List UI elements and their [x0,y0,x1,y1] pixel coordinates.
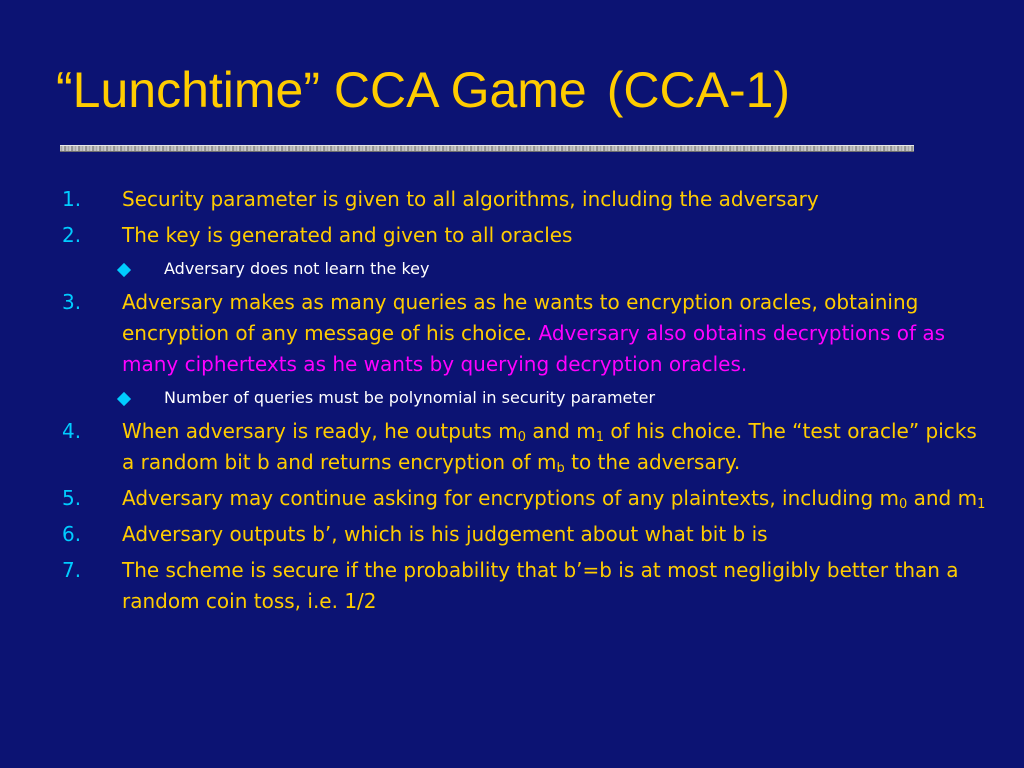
subscript: 1 [595,430,605,445]
subscript: 0 [517,430,526,445]
subscript: b [556,461,565,476]
item-text: Adversary outputs b’, which is his judgement about what bit b is [122,522,768,546]
title-divider [60,145,914,152]
sub-bullet-text: Number of queries must be polynomial in security parameter [164,388,656,407]
item-number: 6. [62,522,82,546]
item-text: The key is generated and given to all oracles [122,223,573,247]
sub-bullet-text: Adversary does not learn the key [164,259,430,278]
item-number: 3. [62,290,82,314]
item-text: Adversary makes as many queries as he wants to encryption oracles, obtaining encryption of any message of his choice. [122,290,919,345]
subscript: 0 [898,497,908,512]
diamond-bullet-icon [117,392,131,406]
title-main: “Lunchtime” CCA Game [56,62,587,118]
list-item-7 [0,555,1024,617]
item-text: The scheme is secure if the probability that b’=b is at most negligibly better than a random coin toss, i.e. 1/2 [122,558,959,613]
item-text-part: and m [907,486,978,510]
list-item-6 [0,519,1024,550]
list-item-5 [0,483,1024,514]
subscript: 1 [977,497,986,512]
item-text-part: and m [525,419,596,443]
item-text: Security parameter is given to all algorithms, including the adversary [122,187,819,211]
item-number: 5. [62,486,82,510]
item-text-part: When adversary is ready, he outputs m [122,419,518,443]
item-text-part: of his choice. The “test oracle” picks a random bit b and returns encryption of m [122,419,977,474]
item-highlight-text: Adversary also obtains decryptions of as many ciphertexts as he wants by querying decryption oracles. [122,321,946,376]
list-item-2 [0,220,1024,251]
title-suffix: (CCA-1) [606,62,791,118]
slide-title [56,60,790,120]
list-item-4 [0,416,1024,478]
sub-bullet-2 [0,385,1024,411]
item-number: 4. [62,419,82,443]
sub-bullet-1 [0,256,1024,282]
item-number: 2. [62,223,82,247]
diamond-bullet-icon [117,263,131,277]
item-number: 7. [62,558,82,582]
list-item-3 [0,287,1024,380]
item-text-part: Adversary may continue asking for encryptions of any plaintexts, including m [122,486,899,510]
item-text-part: to the adversary. [564,450,741,474]
item-number: 1. [62,187,82,211]
numbered-list [0,184,1024,622]
list-item-1 [0,184,1024,215]
